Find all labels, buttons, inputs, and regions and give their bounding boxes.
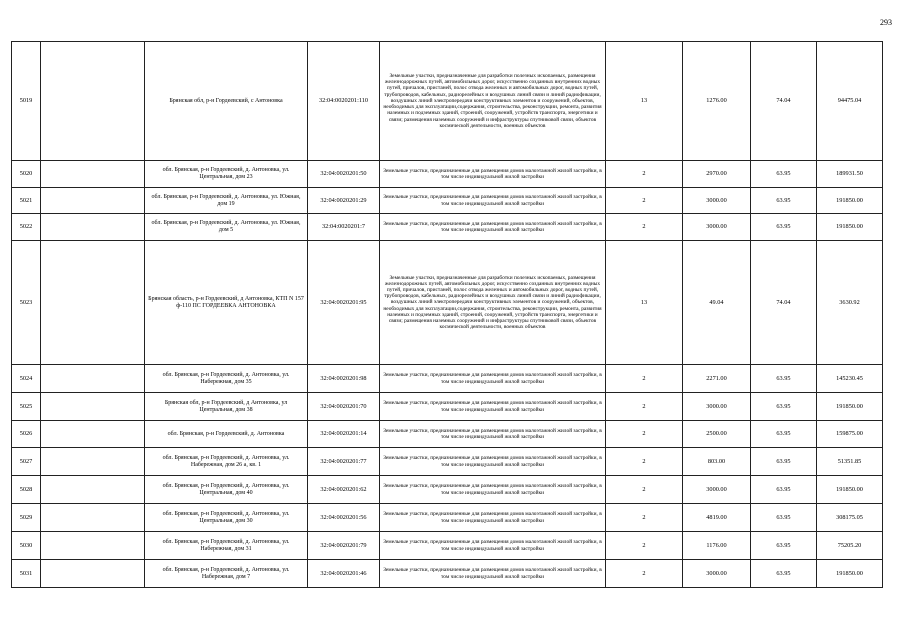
- land-purpose-cell: Земельные участки, предназначенные для размещения домов малоэтажной жилой застройки, в том числе индивидуальной жилой застройки: [380, 560, 606, 588]
- land-purpose-cell: Земельные участки, предназначенные для разработки полезных ископаемых, размещения железнодорожных путей, автомобильных дорог, искусственно созданных внутренних водных путей, причалов, пристаней, полос отвода железных и автомобильных дорог, водных путей, трубопроводов, кабельных, радиорелейных и воздушных линий связи и линий радиофикации, воздушных линий электропередачи конструктивных элементов и сооружений, объектов, необходимых для эксплуатации,содержания, строительства, реконструкции, ремонта, развития наземных и подземных зданий, строений, сооружений, устройств транспорта, энергетики и связи; размещения наземных сооружений и инфраструктуры спутниковой связи, объектов космической деятельности, военных объектов: [380, 42, 606, 161]
- address-cell: обл. Брянская, р-н Гордеевский, д. Антоновка, ул. Набережная, дом 31: [145, 532, 308, 560]
- rate-cell: 74.04: [751, 241, 817, 365]
- cadastral-number-cell: 32:04:0020201:62: [308, 476, 380, 504]
- address-cell: Брянская область, р-н Гордеевский, д Антоновка, КТП N 157 ф-110 ПС ГОРДЕЕВКА АНТОНОВКА: [145, 241, 308, 365]
- row-number: 5019: [12, 42, 41, 161]
- area-cell: 49.04: [683, 241, 751, 365]
- area-cell: 3000.00: [683, 188, 751, 214]
- rate-cell: 63.95: [751, 532, 817, 560]
- rate-cell: 63.95: [751, 393, 817, 421]
- cadastral-value-cell: 75205.20: [817, 532, 883, 560]
- group-cell: 2: [606, 448, 683, 476]
- land-purpose-cell: Земельные участки, предназначенные для размещения домов малоэтажной жилой застройки, в том числе индивидуальной жилой застройки: [380, 161, 606, 188]
- blank-cell: [41, 560, 145, 588]
- table-row: [12, 214, 883, 241]
- cadastral-number-cell: 32:04:0020201:50: [308, 161, 380, 188]
- area-cell: 2970.00: [683, 161, 751, 188]
- cadastral-number-cell: 32:04:0020201:110: [308, 42, 380, 161]
- area-cell: 3000.00: [683, 393, 751, 421]
- land-purpose-cell: Земельные участки, предназначенные для размещения домов малоэтажной жилой застройки, в том числе индивидуальной жилой застройки: [380, 393, 606, 421]
- blank-cell: [41, 532, 145, 560]
- cadastral-value-cell: 145230.45: [817, 365, 883, 393]
- row-number: 5030: [12, 532, 41, 560]
- table-row: [12, 42, 883, 161]
- row-number: 5029: [12, 504, 41, 532]
- blank-cell: [41, 421, 145, 448]
- blank-cell: [41, 476, 145, 504]
- row-number: 5022: [12, 214, 41, 241]
- group-cell: 2: [606, 365, 683, 393]
- row-number: 5023: [12, 241, 41, 365]
- table-row: [12, 560, 883, 588]
- rate-cell: 63.95: [751, 560, 817, 588]
- group-cell: 2: [606, 393, 683, 421]
- land-purpose-cell: Земельные участки, предназначенные для размещения домов малоэтажной жилой застройки, в том числе индивидуальной жилой застройки: [380, 532, 606, 560]
- address-cell: обл. Брянская, р-н Гордеевский, д. Антоновка, ул. Набережная, дом 35: [145, 365, 308, 393]
- group-cell: 2: [606, 476, 683, 504]
- row-number: 5024: [12, 365, 41, 393]
- rate-cell: 63.95: [751, 214, 817, 241]
- row-number: 5020: [12, 161, 41, 188]
- area-cell: 3000.00: [683, 476, 751, 504]
- row-number: 5025: [12, 393, 41, 421]
- cadastral-value-cell: 159875.00: [817, 421, 883, 448]
- cadastral-number-cell: 32:04:0020201:70: [308, 393, 380, 421]
- cadastral-number-cell: 32:04:0020201:95: [308, 241, 380, 365]
- row-number: 5021: [12, 188, 41, 214]
- row-number: 5028: [12, 476, 41, 504]
- cadastral-value-cell: 3630.92: [817, 241, 883, 365]
- area-cell: 2500.00: [683, 421, 751, 448]
- table-row: [12, 532, 883, 560]
- rate-cell: 63.95: [751, 448, 817, 476]
- cadastral-value-cell: 191850.00: [817, 393, 883, 421]
- cadastral-value-cell: 94475.04: [817, 42, 883, 161]
- land-purpose-cell: Земельные участки, предназначенные для размещения домов малоэтажной жилой застройки, в том числе индивидуальной жилой застройки: [380, 365, 606, 393]
- cadastral-value-cell: 51351.85: [817, 448, 883, 476]
- blank-cell: [41, 448, 145, 476]
- blank-cell: [41, 365, 145, 393]
- address-cell: обл. Брянская, р-н Гордеевский, д. Антоновка, ул. Центральная, дом 30: [145, 504, 308, 532]
- rate-cell: 63.95: [751, 365, 817, 393]
- land-purpose-cell: Земельные участки, предназначенные для размещения домов малоэтажной жилой застройки, в том числе индивидуальной жилой застройки: [380, 214, 606, 241]
- address-cell: обл. Брянская, р-н Гордеевский, д. Антоновка: [145, 421, 308, 448]
- cadastral-number-cell: 32:04:0020201:46: [308, 560, 380, 588]
- address-cell: обл. Брянская, р-н Гордеевский, д. Антоновка, ул. Набережная, дом 26 а, кв. 1: [145, 448, 308, 476]
- blank-cell: [41, 504, 145, 532]
- land-registry-table: [11, 41, 883, 588]
- cadastral-value-cell: 191850.00: [817, 214, 883, 241]
- cadastral-number-cell: 32:04:0020201:98: [308, 365, 380, 393]
- address-cell: обл. Брянская, р-н Гордеевский, д. Антоновка, ул. Южная, дом 19: [145, 188, 308, 214]
- row-number: 5026: [12, 421, 41, 448]
- page-number: 293: [880, 18, 892, 27]
- group-cell: 2: [606, 161, 683, 188]
- cadastral-number-cell: 32:04:0020201:79: [308, 532, 380, 560]
- address-cell: обл. Брянская, р-н Гордеевский, д. Антоновка, ул. Центральная, дом 23: [145, 161, 308, 188]
- table-row: [12, 504, 883, 532]
- group-cell: 2: [606, 560, 683, 588]
- blank-cell: [41, 161, 145, 188]
- cadastral-number-cell: 32:04:0020201:77: [308, 448, 380, 476]
- row-number: 5031: [12, 560, 41, 588]
- cadastral-value-cell: 189931.50: [817, 161, 883, 188]
- area-cell: 1176.00: [683, 532, 751, 560]
- group-cell: 2: [606, 504, 683, 532]
- table-row: [12, 421, 883, 448]
- row-number: 5027: [12, 448, 41, 476]
- cadastral-value-cell: 191850.00: [817, 560, 883, 588]
- area-cell: 3000.00: [683, 560, 751, 588]
- area-cell: 4819.00: [683, 504, 751, 532]
- table-row: [12, 448, 883, 476]
- table-row: [12, 161, 883, 188]
- cadastral-value-cell: 191850.00: [817, 476, 883, 504]
- group-cell: 13: [606, 42, 683, 161]
- cadastral-number-cell: 32:04:0020201:56: [308, 504, 380, 532]
- rate-cell: 63.95: [751, 161, 817, 188]
- table-row: [12, 476, 883, 504]
- blank-cell: [41, 188, 145, 214]
- land-purpose-cell: Земельные участки, предназначенные для размещения домов малоэтажной жилой застройки, в том числе индивидуальной жилой застройки: [380, 188, 606, 214]
- address-cell: обл. Брянская, р-н Гордеевский, д. Антоновка, ул. Южная, дом 5: [145, 214, 308, 241]
- table-row: [12, 241, 883, 365]
- land-purpose-cell: Земельные участки, предназначенные для размещения домов малоэтажной жилой застройки, в том числе индивидуальной жилой застройки: [380, 504, 606, 532]
- rate-cell: 63.95: [751, 476, 817, 504]
- blank-cell: [41, 214, 145, 241]
- rate-cell: 63.95: [751, 504, 817, 532]
- blank-cell: [41, 42, 145, 161]
- group-cell: 2: [606, 188, 683, 214]
- group-cell: 2: [606, 214, 683, 241]
- cadastral-number-cell: 32:04:0020201:29: [308, 188, 380, 214]
- table-row: [12, 188, 883, 214]
- area-cell: 803.00: [683, 448, 751, 476]
- address-cell: Брянская обл, р-н Гордеевский, д Антоновка, ул Центральная, дом 38: [145, 393, 308, 421]
- land-purpose-cell: Земельные участки, предназначенные для размещения домов малоэтажной жилой застройки, в том числе индивидуальной жилой застройки: [380, 421, 606, 448]
- cadastral-number-cell: 32:04:0020201:14: [308, 421, 380, 448]
- area-cell: 1276.00: [683, 42, 751, 161]
- blank-cell: [41, 393, 145, 421]
- address-cell: обл. Брянская, р-н Гордеевский, д. Антоновка, ул. Центральная, дом 40: [145, 476, 308, 504]
- address-cell: Брянская обл, р-н Гордеевский, с Антоновка: [145, 42, 308, 161]
- table-row: [12, 365, 883, 393]
- area-cell: 2271.00: [683, 365, 751, 393]
- land-purpose-cell: Земельные участки, предназначенные для разработки полезных ископаемых, размещения железнодорожных путей, автомобильных дорог, искусственно созданных внутренних водных путей, причалов, пристаней, полос отвода железных и автомобильных дорог, водных путей, трубопроводов, кабельных, радиорелейных и воздушных линий связи и линий радиофикации, воздушных линий электропередачи конструктивных элементов и сооружений, объектов, необходимых для эксплуатации,содержания, строительства, реконструкции, ремонта, развития наземных и подземных зданий, строений, сооружений, устройств транспорта, энергетики и связи; размещения наземных сооружений и инфраструктуры спутниковой связи, объектов космической деятельности, военных объектов: [380, 241, 606, 365]
- group-cell: 2: [606, 532, 683, 560]
- rate-cell: 74.04: [751, 42, 817, 161]
- cadastral-value-cell: 191850.00: [817, 188, 883, 214]
- table-row: [12, 393, 883, 421]
- rate-cell: 63.95: [751, 188, 817, 214]
- group-cell: 2: [606, 421, 683, 448]
- land-purpose-cell: Земельные участки, предназначенные для размещения домов малоэтажной жилой застройки, в том числе индивидуальной жилой застройки: [380, 448, 606, 476]
- area-cell: 3000.00: [683, 214, 751, 241]
- cadastral-value-cell: 308175.05: [817, 504, 883, 532]
- land-purpose-cell: Земельные участки, предназначенные для размещения домов малоэтажной жилой застройки, в том числе индивидуальной жилой застройки: [380, 476, 606, 504]
- group-cell: 13: [606, 241, 683, 365]
- rate-cell: 63.95: [751, 421, 817, 448]
- cadastral-number-cell: 32:04:0020201:7: [308, 214, 380, 241]
- address-cell: обл. Брянская, р-н Гордеевский, д. Антоновка, ул. Набережная, дом 7: [145, 560, 308, 588]
- blank-cell: [41, 241, 145, 365]
